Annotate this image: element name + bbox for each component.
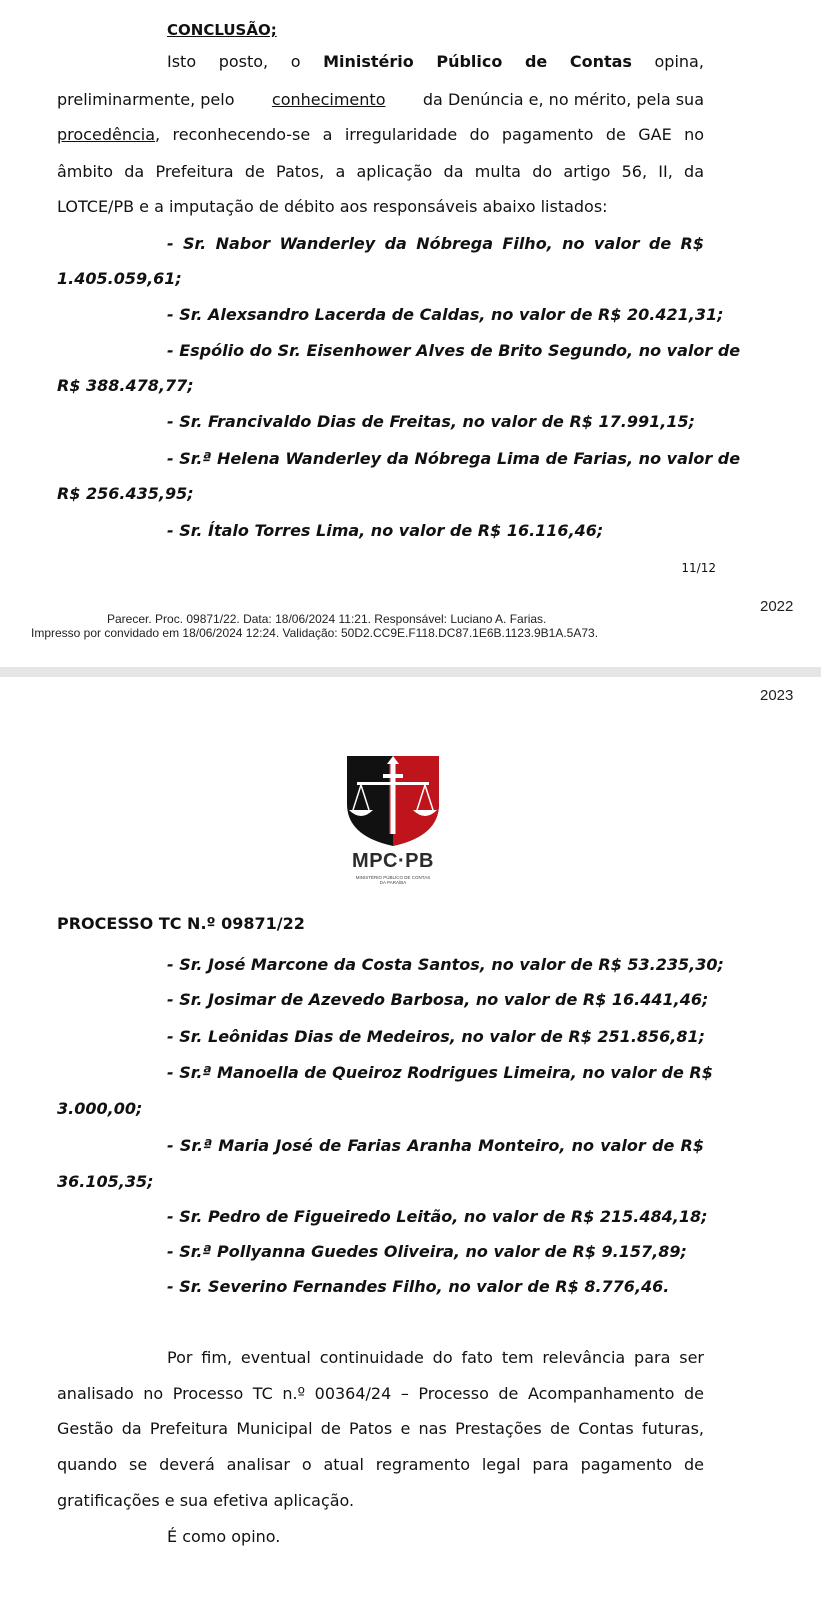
- debtor-item-8: - Sr. Josimar de Azevedo Barbosa, no valor de R$ 16.441,46;: [167, 990, 709, 1009]
- scales-of-justice-icon: [343, 752, 443, 848]
- document-page-1: [0, 0, 821, 667]
- word: Contas: [569, 52, 632, 71]
- debtor-item-4: - Sr. Francivaldo Dias de Freitas, no valor de R$ 17.991,15;: [167, 412, 695, 431]
- text-segment: , reconhecendo-se a irregularidade do pagamento de GAE no: [155, 125, 704, 144]
- word: Ministério: [323, 52, 414, 71]
- closing-line-4: quando se deverá analisar o atual regramento legal para pagamento de: [57, 1455, 704, 1474]
- text-segment: da Denúncia e, no mérito, pela sua: [422, 90, 704, 109]
- text-segment: procedência: [57, 125, 155, 144]
- logo-wordmark: MPC·PB: [352, 850, 434, 872]
- logo-subtitle-line-2: DA PARAÍBA: [379, 880, 407, 885]
- logo-subtitle: [327, 875, 459, 885]
- debtor-item-1-value: 1.405.059,61;: [57, 269, 182, 288]
- para-line-3: [57, 125, 704, 145]
- debtor-item-12: - Sr. Pedro de Figueiredo Leitão, no valor de R$ 215.484,18;: [167, 1207, 708, 1226]
- closing-line-6: É como opino.: [167, 1527, 281, 1546]
- word: posto,: [218, 52, 269, 71]
- closing-line-3: Gestão da Prefeitura Municipal de Patos e nas Prestações de Contas futuras,: [57, 1419, 704, 1438]
- debtor-item-1: - Sr. Nabor Wanderley da Nóbrega Filho, no valor de R$: [167, 234, 704, 253]
- year-label: 2023: [760, 687, 794, 704]
- debtor-item-10: - Sr.ª Manoella de Queiroz Rodrigues Limeira, no valor de R$: [167, 1063, 713, 1082]
- document-page-2: [0, 677, 821, 1599]
- section-heading: CONCLUSÃO;: [167, 21, 277, 39]
- word: opina,: [654, 52, 704, 71]
- debtor-item-6: - Sr. Ítalo Torres Lima, no valor de R$ 16.116,46;: [167, 521, 604, 540]
- footer-line-2: Impresso por convidado em 18/06/2024 12:24. Validação: 50D2.CC9E.F118.DC87.1E6B.1123.9B1A.5A73.: [31, 626, 599, 640]
- para-line-5: LOTCE/PB e a imputação de débito aos responsáveis abaixo listados:: [57, 197, 608, 216]
- debtor-item-11-value: 36.105,35;: [57, 1172, 154, 1191]
- debtor-item-14: - Sr. Severino Fernandes Filho, no valor de R$ 8.776,46.: [167, 1277, 670, 1296]
- debtor-item-7: - Sr. José Marcone da Costa Santos, no valor de R$ 53.235,30;: [167, 955, 724, 974]
- page-number: 11/12: [681, 561, 716, 575]
- page-separator: [0, 667, 821, 677]
- debtor-item-5: - Sr.ª Helena Wanderley da Nóbrega Lima de Farias, no valor de: [167, 449, 741, 468]
- debtor-item-10-value: 3.000,00;: [57, 1099, 143, 1118]
- para-line-4: âmbito da Prefeitura de Patos, a aplicação da multa do artigo 56, II, da: [57, 162, 704, 181]
- para-line-2: [57, 90, 704, 110]
- debtor-item-3: - Espólio do Sr. Eisenhower Alves de Brito Segundo, no valor de: [167, 341, 741, 360]
- closing-line-1: Por fim, eventual continuidade do fato tem relevância para ser: [167, 1348, 704, 1367]
- text-segment: preliminarmente, pelo: [57, 90, 235, 109]
- year-label: 2022: [760, 598, 794, 615]
- footer-line-1: Parecer. Proc. 09871/22. Data: 18/06/2024 11:21. Responsável: Luciano A. Farias.: [107, 612, 547, 626]
- word: de: [524, 52, 548, 71]
- para-line-1: [167, 52, 704, 72]
- word: Público: [436, 52, 503, 71]
- debtor-item-11: - Sr.ª Maria José de Farias Aranha Monteiro, no valor de R$: [167, 1136, 704, 1155]
- process-title: PROCESSO TC N.º 09871/22: [57, 914, 305, 933]
- logo-subtitle-line-1: MINISTÉRIO PÚBLICO DE CONTAS: [355, 875, 431, 880]
- debtor-item-13: - Sr.ª Pollyanna Guedes Oliveira, no valor de R$ 9.157,89;: [167, 1242, 687, 1261]
- debtor-item-9: - Sr. Leônidas Dias de Medeiros, no valor de R$ 251.856,81;: [167, 1027, 706, 1046]
- mpc-pb-logo: [343, 752, 443, 852]
- word: o: [290, 52, 301, 71]
- debtor-item-5-value: R$ 256.435,95;: [57, 484, 194, 503]
- word: Isto: [167, 52, 197, 71]
- closing-line-2: analisado no Processo TC n.º 00364/24 – Processo de Acompanhamento de: [57, 1384, 704, 1403]
- debtor-item-2: - Sr. Alexsandro Lacerda de Caldas, no valor de R$ 20.421,31;: [167, 305, 724, 324]
- text-segment: conhecimento: [271, 90, 386, 109]
- debtor-item-3-value: R$ 388.478,77;: [57, 376, 194, 395]
- closing-line-5: gratificações e sua efetiva aplicação.: [57, 1491, 355, 1510]
